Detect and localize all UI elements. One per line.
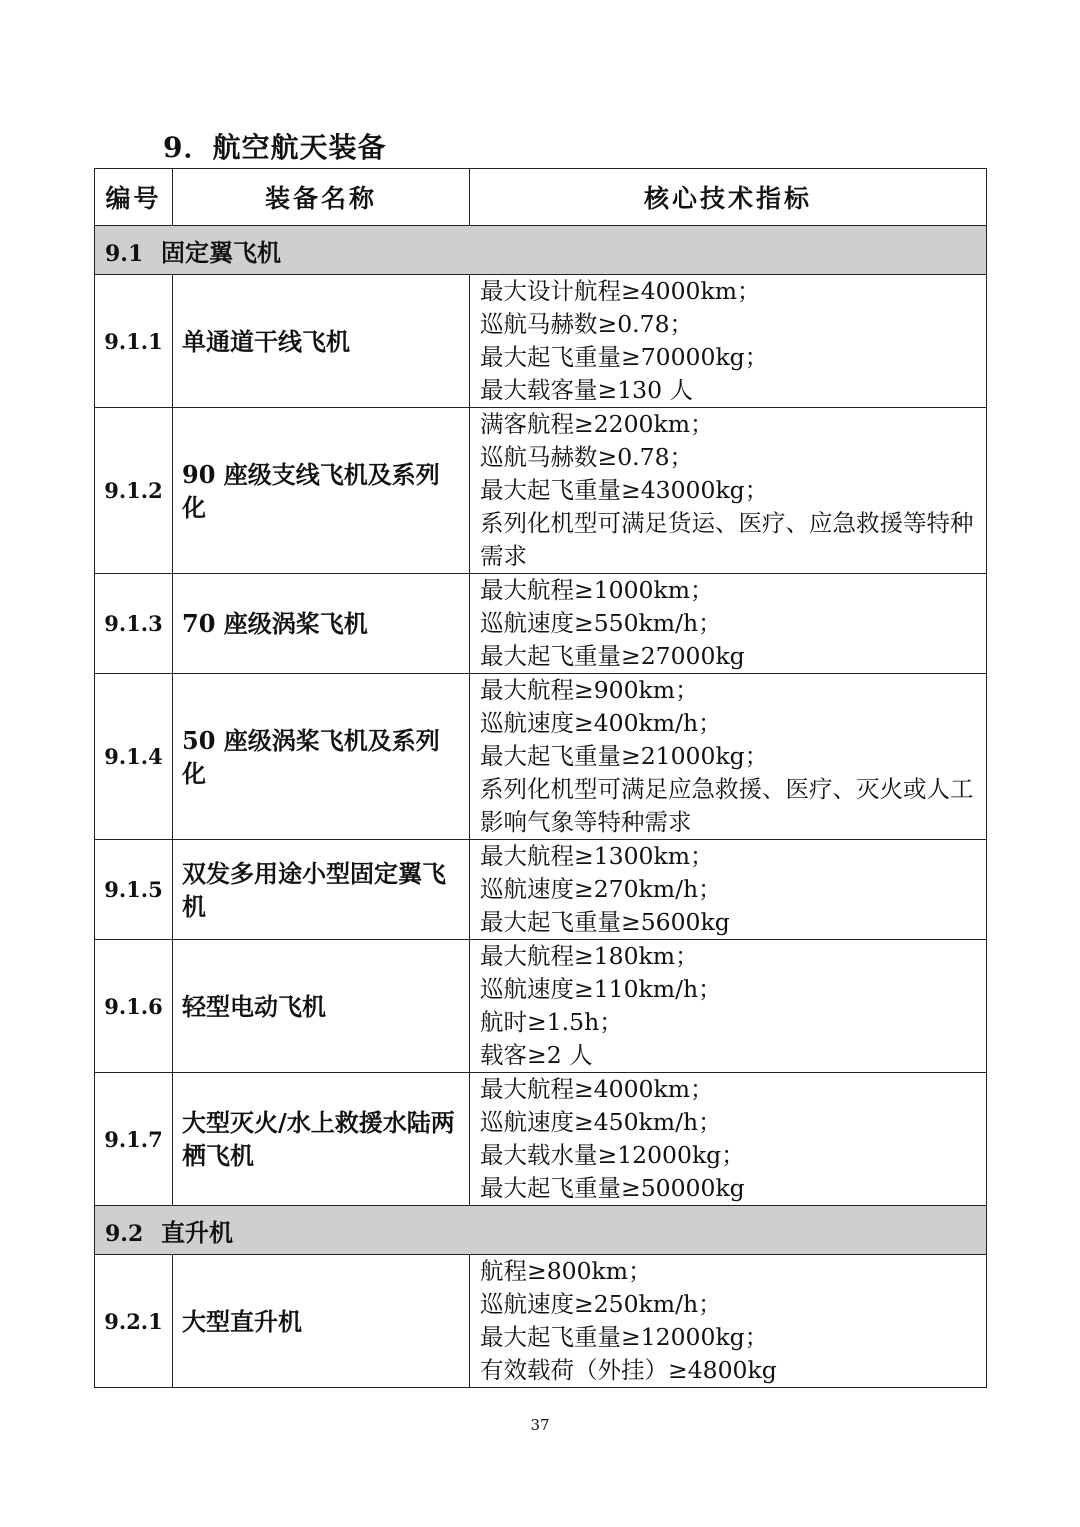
section-title: 9．航空航天装备 <box>163 131 387 164</box>
equipment-table <box>94 168 987 1388</box>
spec-line: 最大航程≥900km； <box>480 676 699 704</box>
spec-line: 巡航速度≥400km/h； <box>480 709 722 737</box>
spec-line: 巡航速度≥110km/h； <box>480 975 722 1003</box>
table-row <box>95 674 987 840</box>
spec-line: 最大载客量≥130 人 <box>480 376 694 404</box>
spec-line: 最大起飞重量≥50000kg <box>480 1174 745 1202</box>
table-row <box>95 275 987 408</box>
header-spec: 核心技术指标 <box>470 169 987 226</box>
row-spec <box>470 408 987 574</box>
table-row <box>95 1255 987 1388</box>
spec-line: 最大起飞重量≥70000kg； <box>480 343 769 371</box>
row-code: 9.1.2 <box>95 408 173 574</box>
section-cell <box>95 226 987 275</box>
spec-line: 最大起飞重量≥12000kg； <box>480 1323 769 1351</box>
row-spec <box>470 275 987 408</box>
spec-line: 最大起飞重量≥5600kg <box>480 908 730 936</box>
header-name: 装备名称 <box>173 169 470 226</box>
spec-line: 最大起飞重量≥21000kg； <box>480 742 769 770</box>
spec-line: 最大航程≥1300km； <box>480 842 714 870</box>
section-row <box>95 1206 987 1255</box>
spec-line: 有效载荷（外挂）≥4800kg <box>480 1356 777 1384</box>
header-code: 编号 <box>95 169 173 226</box>
row-spec <box>470 840 987 940</box>
spec-line: 最大载水量≥12000kg； <box>480 1141 745 1169</box>
section-name: 直升机 <box>161 1217 233 1247</box>
spec-line: 巡航马赫数≥0.78； <box>480 310 694 338</box>
spec-line: 满客航程≥2200km； <box>480 410 714 438</box>
row-code: 9.1.4 <box>95 674 173 840</box>
spec-line: 巡航速度≥450km/h； <box>480 1108 722 1136</box>
row-name: 轻型电动飞机 <box>173 940 470 1073</box>
row-name: 50 座级涡桨飞机及系列化 <box>173 674 470 840</box>
table-row <box>95 408 987 574</box>
spec-line: 最大航程≥1000km； <box>480 576 714 604</box>
spec-line: 巡航马赫数≥0.78； <box>480 443 694 471</box>
section-cell <box>95 1206 987 1255</box>
row-code: 9.1.6 <box>95 940 173 1073</box>
page-number: 37 <box>530 1416 550 1434</box>
row-name: 大型直升机 <box>173 1255 470 1388</box>
row-code: 9.2.1 <box>95 1255 173 1388</box>
table-row <box>95 574 987 674</box>
row-code: 9.1.7 <box>95 1073 173 1206</box>
row-name: 70 座级涡桨飞机 <box>173 574 470 674</box>
row-spec <box>470 940 987 1073</box>
row-code: 9.1.3 <box>95 574 173 674</box>
row-name: 大型灭火/水上救援水陆两栖飞机 <box>173 1073 470 1206</box>
row-name: 单通道干线飞机 <box>173 275 470 408</box>
table-row <box>95 1073 987 1206</box>
spec-line: 最大设计航程≥4000km； <box>480 277 761 305</box>
row-code: 9.1.1 <box>95 275 173 408</box>
spec-line: 载客≥2 人 <box>480 1041 593 1069</box>
spec-line: 最大起飞重量≥43000kg； <box>480 476 769 504</box>
table-header-row <box>95 169 987 226</box>
row-spec <box>470 674 987 840</box>
spec-line: 航时≥1.5h； <box>480 1008 623 1036</box>
section-code: 9.2 <box>105 1220 144 1247</box>
row-name: 双发多用途小型固定翼飞机 <box>173 840 470 940</box>
section-name: 固定翼飞机 <box>161 237 281 267</box>
section-row <box>95 226 987 275</box>
row-code: 9.1.5 <box>95 840 173 940</box>
spec-line: 巡航速度≥550km/h； <box>480 609 722 637</box>
spec-line: 航程≥800km； <box>480 1257 652 1285</box>
section-code: 9.1 <box>105 240 144 267</box>
table-row <box>95 840 987 940</box>
row-spec <box>470 1073 987 1206</box>
spec-line: 最大航程≥4000km； <box>480 1075 714 1103</box>
spec-line: 巡航速度≥250km/h； <box>480 1290 722 1318</box>
spec-line: 最大航程≥180km； <box>480 942 699 970</box>
row-spec <box>470 574 987 674</box>
row-name: 90 座级支线飞机及系列化 <box>173 408 470 574</box>
spec-line: 系列化机型可满足货运、医疗、应急救援等特种需求 <box>480 509 974 570</box>
table-row <box>95 940 987 1073</box>
spec-line: 系列化机型可满足应急救援、医疗、灭火或人工影响气象等特种需求 <box>480 775 974 836</box>
row-spec <box>470 1255 987 1388</box>
spec-line: 最大起飞重量≥27000kg <box>480 642 745 670</box>
spec-line: 巡航速度≥270km/h； <box>480 875 722 903</box>
